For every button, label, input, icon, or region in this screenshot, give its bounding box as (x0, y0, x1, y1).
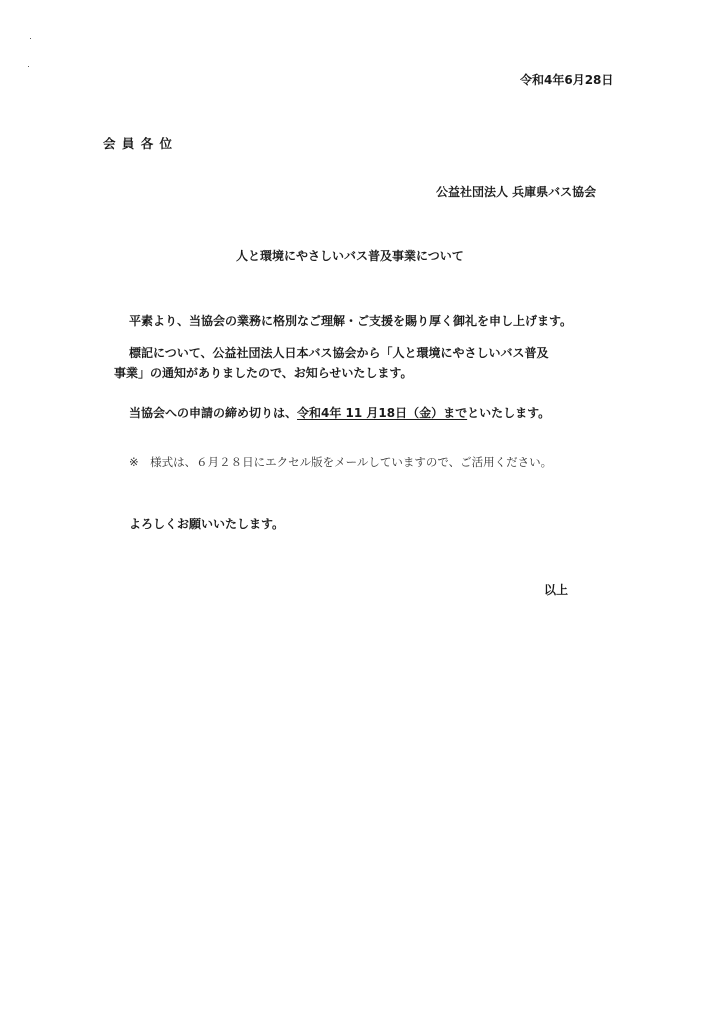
paragraph-notice-line1: 標記について、公益社団法人日本バス協会から「人と環境にやさしいバス普及 (129, 346, 549, 360)
deadline-sentence (129, 405, 550, 421)
scan-speck (30, 38, 31, 39)
sender-organization: 公益社団法人 兵庫県バス協会 (436, 185, 597, 199)
document-date: 令和4年6月28日 (520, 73, 614, 87)
document-title: 人と環境にやさしいバス普及事業について (236, 249, 464, 263)
addressee: 会 員 各 位 (103, 136, 174, 151)
deadline-prefix: 当協会への申請の締め切りは、 (129, 406, 298, 420)
note-template: ※ 様式は、６月２８日にエクセル版をメールしていますので、ご活用ください。 (129, 455, 553, 469)
paragraph-greeting: 平素より、当協会の業務に格別なご理解・ご支援を賜り厚く御礼を申し上げます。 (129, 314, 573, 328)
closing-remark: よろしくお願いいたします。 (129, 517, 285, 531)
end-mark: 以上 (544, 583, 569, 597)
paragraph-notice-line2: 事業」の通知がありましたので、お知らせいたします。 (114, 366, 413, 380)
deadline-date: 令和4年 11 月18日（金）まで (297, 406, 468, 420)
scan-speck (28, 66, 29, 67)
deadline-suffix: といたします。 (467, 406, 551, 420)
